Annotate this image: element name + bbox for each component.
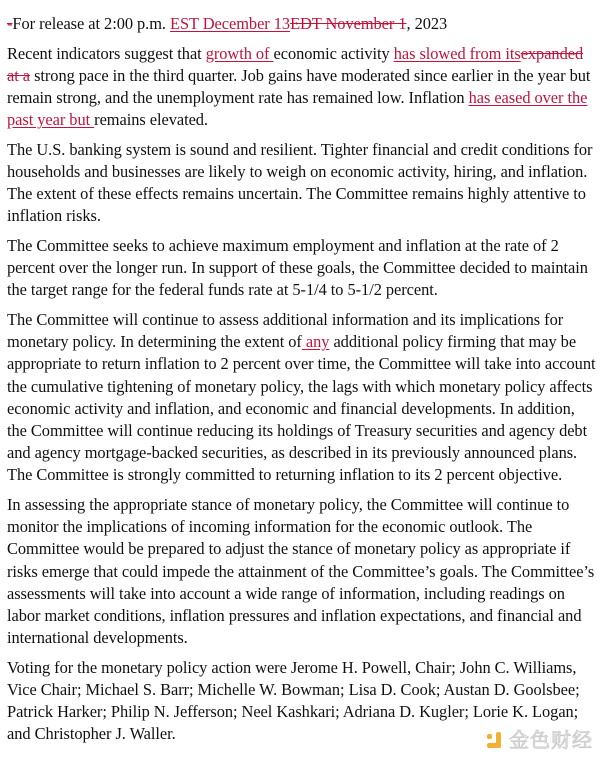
paragraph-policy-outlook [7,309,597,487]
deleted-text: EDT November 1 [290,14,407,33]
paragraph-text: Recent indicators suggest that [7,43,206,63]
paragraph-voting-members: Voting for the monetary policy action were Jerome H. Powell, Chair; John C. Williams, Vice Chair; Michael S. Barr; Michelle W. Bowman; Lisa D. Cook; Austan D. Goolsbee; Patrick Harker; Philip N. Jefferson; Neel Kashkari; Adriana D. Kugler; Lorie K. Logan; and Christopher J. Waller. [7,657,580,744]
inserted-text: growth of [205,43,274,63]
release-prefix: For release at 2:00 p.m. [12,14,171,33]
paragraph-text: economic activity [273,43,394,63]
inserted-text: any [301,332,330,352]
paragraph-text: additional policy firming that may be appropriate to return inflation to 2 percent over time, the Committee will take into account the cumulative tightening of monetary policy, the lags with which monetary policy affects economic activity and inflation, and economic and financial developments. In addition, the Committee will continue reducing its holdings of Treasury securities and agency debt and agency mortgage-backed securities, as described in its previously announced plans. The Committee is strongly committed to returning inflation to its 2 percent objective. [7,332,596,485]
inserted-text: has slowed from its [393,43,521,63]
paragraph-banking-system: The U.S. banking system is sound and resilient. Tighter financial and credit conditions for households and businesses are likely to weigh on economic activity, hiring, and inflation. The extent of these effects remains uncertain. The Committee remains highly attentive to inflation risks. [7,139,593,226]
paragraph-policy-stance: In assessing the appropriate stance of monetary policy, the Committee will continue to monitor the implications of incoming information for the economic outlook. The Committee would be prepared to adjust the stance of monetary policy as appropriate if risks emerge that could impede the attainment of the Committee’s goals. The Committee’s assessments will take into account a wide range of information, including readings on labor market conditions, inflation pressures and inflation expectations, and financial and international developments. [7,495,595,648]
release-line [7,13,597,35]
inserted-text: EST December 13 [170,14,291,33]
deleted-text: - [7,14,13,33]
watermark [485,729,593,751]
jinse-logo-icon [485,730,503,750]
inserted-text: has eased over the past year but [7,88,588,130]
paragraph-policy-decision: The Committee seeks to achieve maximum employment and inflation at the rate of 2 percent over the longer run. In support of these goals, the Committee decided to maintain the target range for the federal funds rate at 5-1/4 to 5-1/2 percent. [7,236,588,300]
deleted-text: expanded at a [7,43,584,85]
paragraph-text: strong pace in the third quarter. Job gains have moderated since earlier in the year but remain strong, and the unemployment rate has remained low. Inflation [7,65,591,107]
document-body [7,13,597,753]
paragraph-text: remains elevated. [94,110,208,130]
release-suffix: , 2023 [406,14,448,33]
watermark-text: 金色财经 [509,728,593,752]
paragraph-text: The Committee will continue to assess additional information and its implications for monetary policy. In determining the extent of [7,310,564,352]
paragraph-economic-activity [7,43,597,132]
